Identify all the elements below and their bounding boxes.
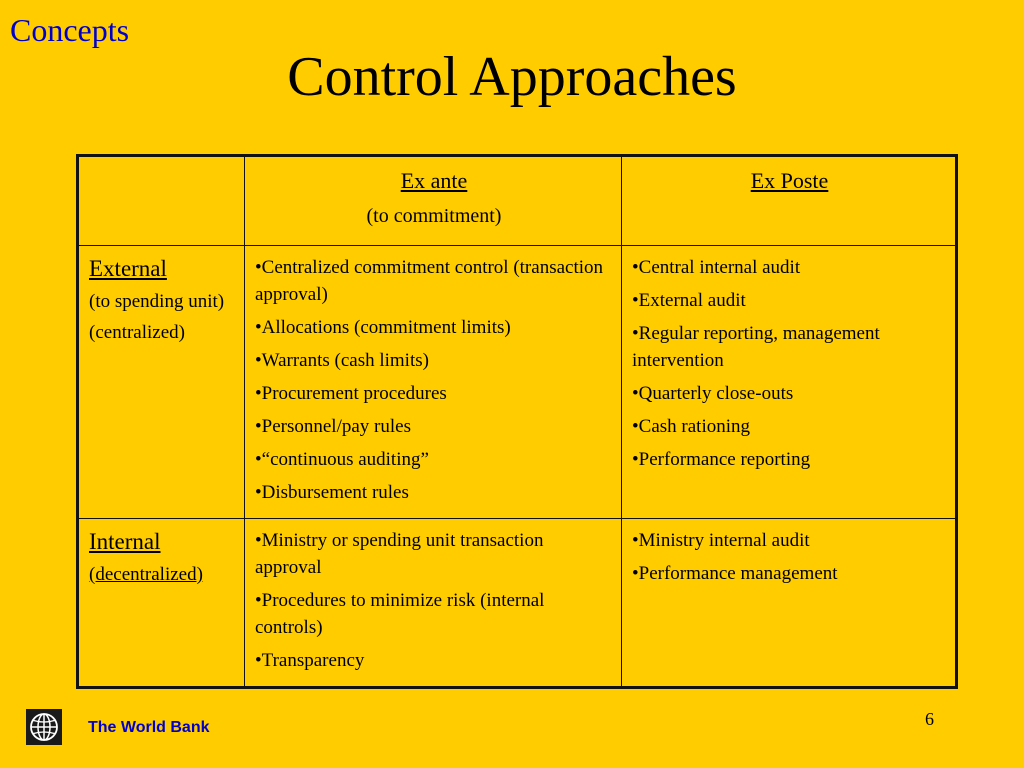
list-item: •Performance reporting — [632, 449, 811, 470]
list-item: •Centralized commitment control (transaction approval) — [255, 257, 604, 305]
list-item: •“continuous auditing” — [255, 449, 429, 470]
list-external-ex-ante — [255, 254, 613, 506]
cell-external-ex-ante — [245, 246, 622, 519]
row-label-cell-external — [78, 246, 245, 519]
header-ex-poste — [622, 156, 957, 246]
row-label-external: External — [89, 256, 167, 281]
row-sub-external-unit: (to spending unit) — [89, 291, 225, 312]
list-item: •Ministry or spending unit transaction approval — [255, 530, 544, 578]
table-row-external — [78, 246, 957, 519]
row-label-internal: Internal — [89, 529, 161, 554]
list-item: •Regular reporting, management intervention — [632, 323, 880, 371]
row-sub-external-centralized: (centralized) — [89, 322, 185, 343]
list-item: •Cash rationing — [632, 416, 750, 437]
control-approaches-table — [76, 154, 958, 689]
cell-internal-ex-ante — [245, 519, 622, 688]
section-label: Concepts — [10, 12, 130, 48]
header-ex-ante-label: Ex ante — [400, 168, 468, 193]
list-internal-ex-poste — [632, 527, 947, 587]
list-item: •Quarterly close-outs — [632, 383, 794, 404]
row-sub-internal-decentralized: (decentralized) — [89, 564, 203, 585]
list-item: •Disbursement rules — [255, 482, 409, 503]
header-ex-ante — [245, 156, 622, 246]
org-name: The World Bank — [88, 719, 210, 736]
cell-internal-ex-poste — [622, 519, 957, 688]
table-row-internal — [78, 519, 957, 688]
list-item: •Procurement procedures — [255, 383, 447, 404]
list-item: •Personnel/pay rules — [255, 416, 411, 437]
list-item: •Central internal audit — [632, 257, 801, 278]
slide-title: Control Approaches — [287, 46, 737, 108]
row-label-cell-internal — [78, 519, 245, 688]
header-ex-poste-label: Ex Poste — [750, 168, 829, 193]
list-internal-ex-ante — [255, 527, 613, 674]
list-external-ex-poste — [632, 254, 947, 473]
list-item: •Procedures to minimize risk (internal controls) — [255, 590, 545, 638]
list-item: •Performance management — [632, 563, 838, 584]
list-item: •Ministry internal audit — [632, 530, 810, 551]
header-ex-ante-sub: (to commitment) — [366, 205, 502, 227]
list-item: •External audit — [632, 290, 746, 311]
page-number: 6 — [925, 709, 934, 729]
table-header-row — [78, 156, 957, 246]
list-item: •Allocations (commitment limits) — [255, 317, 511, 338]
list-item: •Transparency — [255, 650, 365, 671]
header-empty-cell — [78, 156, 245, 246]
list-item: •Warrants (cash limits) — [255, 350, 429, 371]
cell-external-ex-poste — [622, 246, 957, 519]
world-bank-globe-icon — [26, 709, 62, 745]
